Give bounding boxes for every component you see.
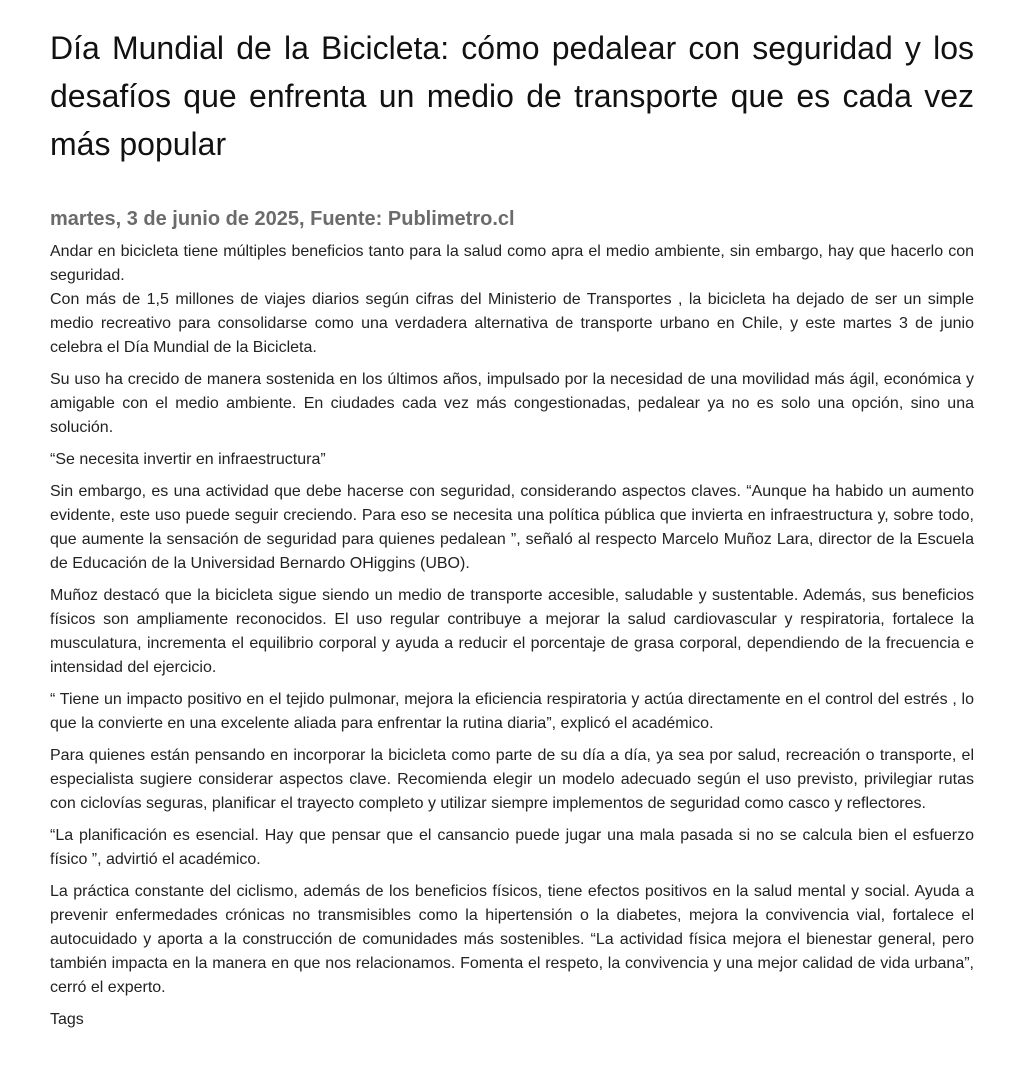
article-date-source: martes, 3 de junio de 2025, Fuente: Publimetro.cl — [50, 208, 515, 230]
article-paragraph: “La planificación es esencial. Hay que pensar que el cansancio puede jugar una mala pasada si no se calcula bien el esfuerzo físico ”, advirtió el académico. — [50, 827, 974, 868]
article-paragraph: “ Tiene un impacto positivo en el tejido pulmonar, mejora la eficiencia respiratoria y actúa directamente en el control del estrés , lo que la convierte en una excelente aliada para enfrentar la rutina diaria”, explicó el académico. — [50, 691, 974, 732]
article-paragraph: La práctica constante del ciclismo, además de los beneficios físicos, tiene efectos positivos en la salud mental y social. Ayuda a prevenir enfermedades crónicas no transmisibles como la hipertensión o la diabetes, mejora la convivencia vial, fortalece el autocuidado y aporta a la construcción de comunidades más sostenibles. “La actividad física mejora el bienestar general, pero también impacta en la manera en que nos relacionamos. Fomenta el respeto, la convivencia y una mejor calidad de vida urbana”, cerró el experto. — [50, 883, 974, 996]
article-paragraph: Para quienes están pensando en incorporar la bicicleta como parte de su día a día, ya sea por salud, recreación o transporte, el especialista sugiere considerar aspectos clave. Recomienda elegir un modelo adecuado según el uso previsto, privilegiar rutas con ciclovías seguras, planificar el trayecto completo y utilizar siempre implementos de seguridad como casco y reflectores. — [50, 747, 974, 812]
article-paragraph: Sin embargo, es una actividad que debe hacerse con seguridad, considerando aspectos claves. “Aunque ha habido un aumento evidente, este uso puede seguir creciendo. Para eso se necesita una política pública que invierta en infraestructura y, sobre todo, que aumente la sensación de seguridad para quienes pedalean ”, señaló al respecto Marcelo Muñoz Lara, director de la Escuela de Educación de la Universidad Bernardo OHiggins (UBO). — [50, 483, 974, 572]
article-subheading-quote: “Se necesita invertir en infraestructura” — [50, 451, 326, 468]
article-paragraph: Con más de 1,5 millones de viajes diarios según cifras del Ministerio de Transportes , la bicicleta ha dejado de ser un simple medio recreativo para consolidarse como una verdadera alternativa de transporte urbano en Chile, y este martes 3 de junio celebra el Día Mundial de la Bicicleta. — [50, 291, 974, 356]
tags-label: Tags — [50, 1011, 84, 1028]
article-title: Día Mundial de la Bicicleta: cómo pedalear con seguridad y los desafíos que enfrenta un medio de transporte que es cada vez más popular — [50, 30, 974, 162]
article-paragraph: Muñoz destacó que la bicicleta sigue siendo un medio de transporte accesible, saludable y sustentable. Además, sus beneficios físicos son ampliamente reconocidos. El uso regular contribuye a mejorar la salud cardiovascular y respiratoria, fortalece la musculatura, incrementa el equilibrio corporal y ayuda a reducir el porcentaje de grasa corporal, dependiendo de la frecuencia e intensidad del ejercicio. — [50, 587, 974, 676]
article-paragraph: Su uso ha crecido de manera sostenida en los últimos años, impulsado por la necesidad de una movilidad más ágil, económica y amigable con el medio ambiente. En ciudades cada vez más congestionadas, pedalear ya no es solo una opción, sino una solución. — [50, 371, 974, 436]
article-body — [50, 240, 974, 1000]
article-paragraph: Andar en bicicleta tiene múltiples beneficios tanto para la salud como apra el medio ambiente, sin embargo, hay que hacerlo con seguridad. — [50, 243, 974, 284]
